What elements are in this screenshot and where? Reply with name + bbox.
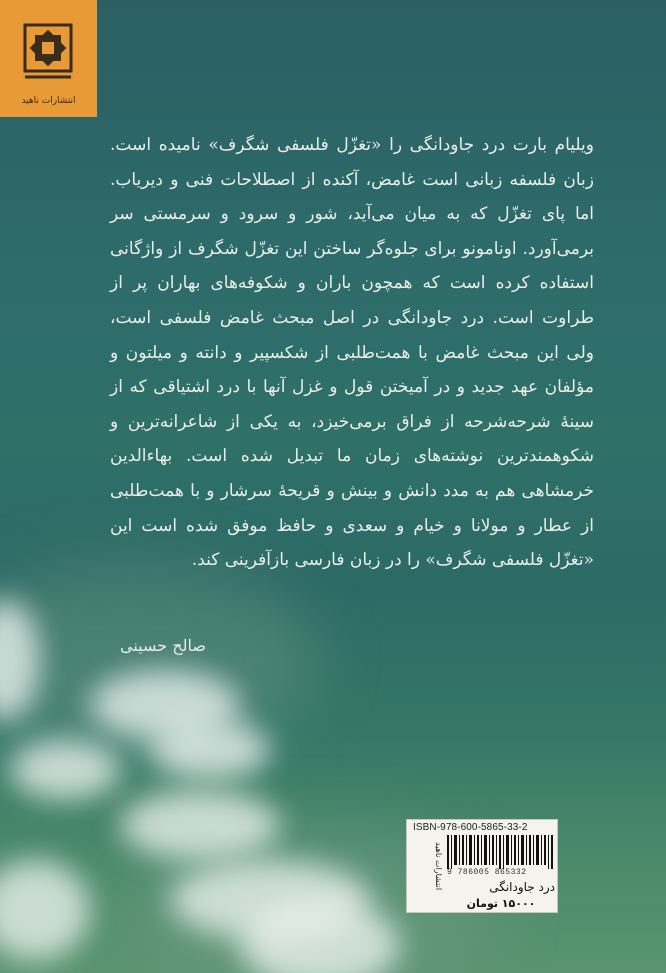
barcode-digits: 9 786005 865332	[447, 868, 527, 877]
cloud	[120, 790, 280, 860]
blurb-signature: صالح حسینی	[120, 636, 206, 655]
cloud	[10, 740, 120, 800]
cloud	[0, 860, 90, 960]
cloud	[150, 720, 270, 780]
sticker-price: ۱۵۰۰۰ تومان	[466, 897, 536, 910]
barcode-icon	[447, 835, 553, 869]
publisher-logo	[0, 0, 97, 117]
publisher-name: انتشارات ناهید	[21, 96, 76, 106]
sticker-publisher: انتشارات ناهید	[434, 841, 443, 891]
price-sticker	[406, 819, 558, 913]
sticker-book-title: درد جاودانگی	[489, 880, 555, 894]
star-emblem-icon	[22, 22, 74, 84]
blurb-text: ویلیام بارت درد جاودانگی را «تغزّل فلسفی شگرف» نامیده است. زبان فلسفه زبانی است غامض، آکنده از اصطلاحات فنی و دیریاب. اما پای تغزّل که به میان می‌آید، شور و سرود و سرمستی سر برمی‌آورد. اونامونو برای جلوه‌گر ساختن این تغزّل شگرف از واژگانی استفاده کرده است که همچون باران و شکوفه‌های بهاران پر از طراوت است. درد جاودانگی در اصل مبحث غامض فلسفی است، ولی این مبحث غامض با همت‌طلبی از شکسپیر و دانته و میلتون و مؤلفان عهد جدید و در آمیختن قول و غزل آنها با درد اشتیاقی که از سینهٔ شرحه‌شرحه از فراق برمی‌خیزد، به یکی از شاعرانه‌ترین و شکوهمندترین نوشته‌های زمان ما تبدیل شده است. بهاءالدین خرمشاهی هم به مدد دانش و بینش و قریحهٔ سرشار و با همت‌طلبی از عطار و مولانا و خیام و سعدی و حافظ موفق شده است این «تغزّل فلسفی شگرف» را در زبان فارسی بازآفرینی کند.	[110, 135, 594, 571]
isbn-number: ISBN-978-600-5865-33-2	[413, 822, 528, 833]
